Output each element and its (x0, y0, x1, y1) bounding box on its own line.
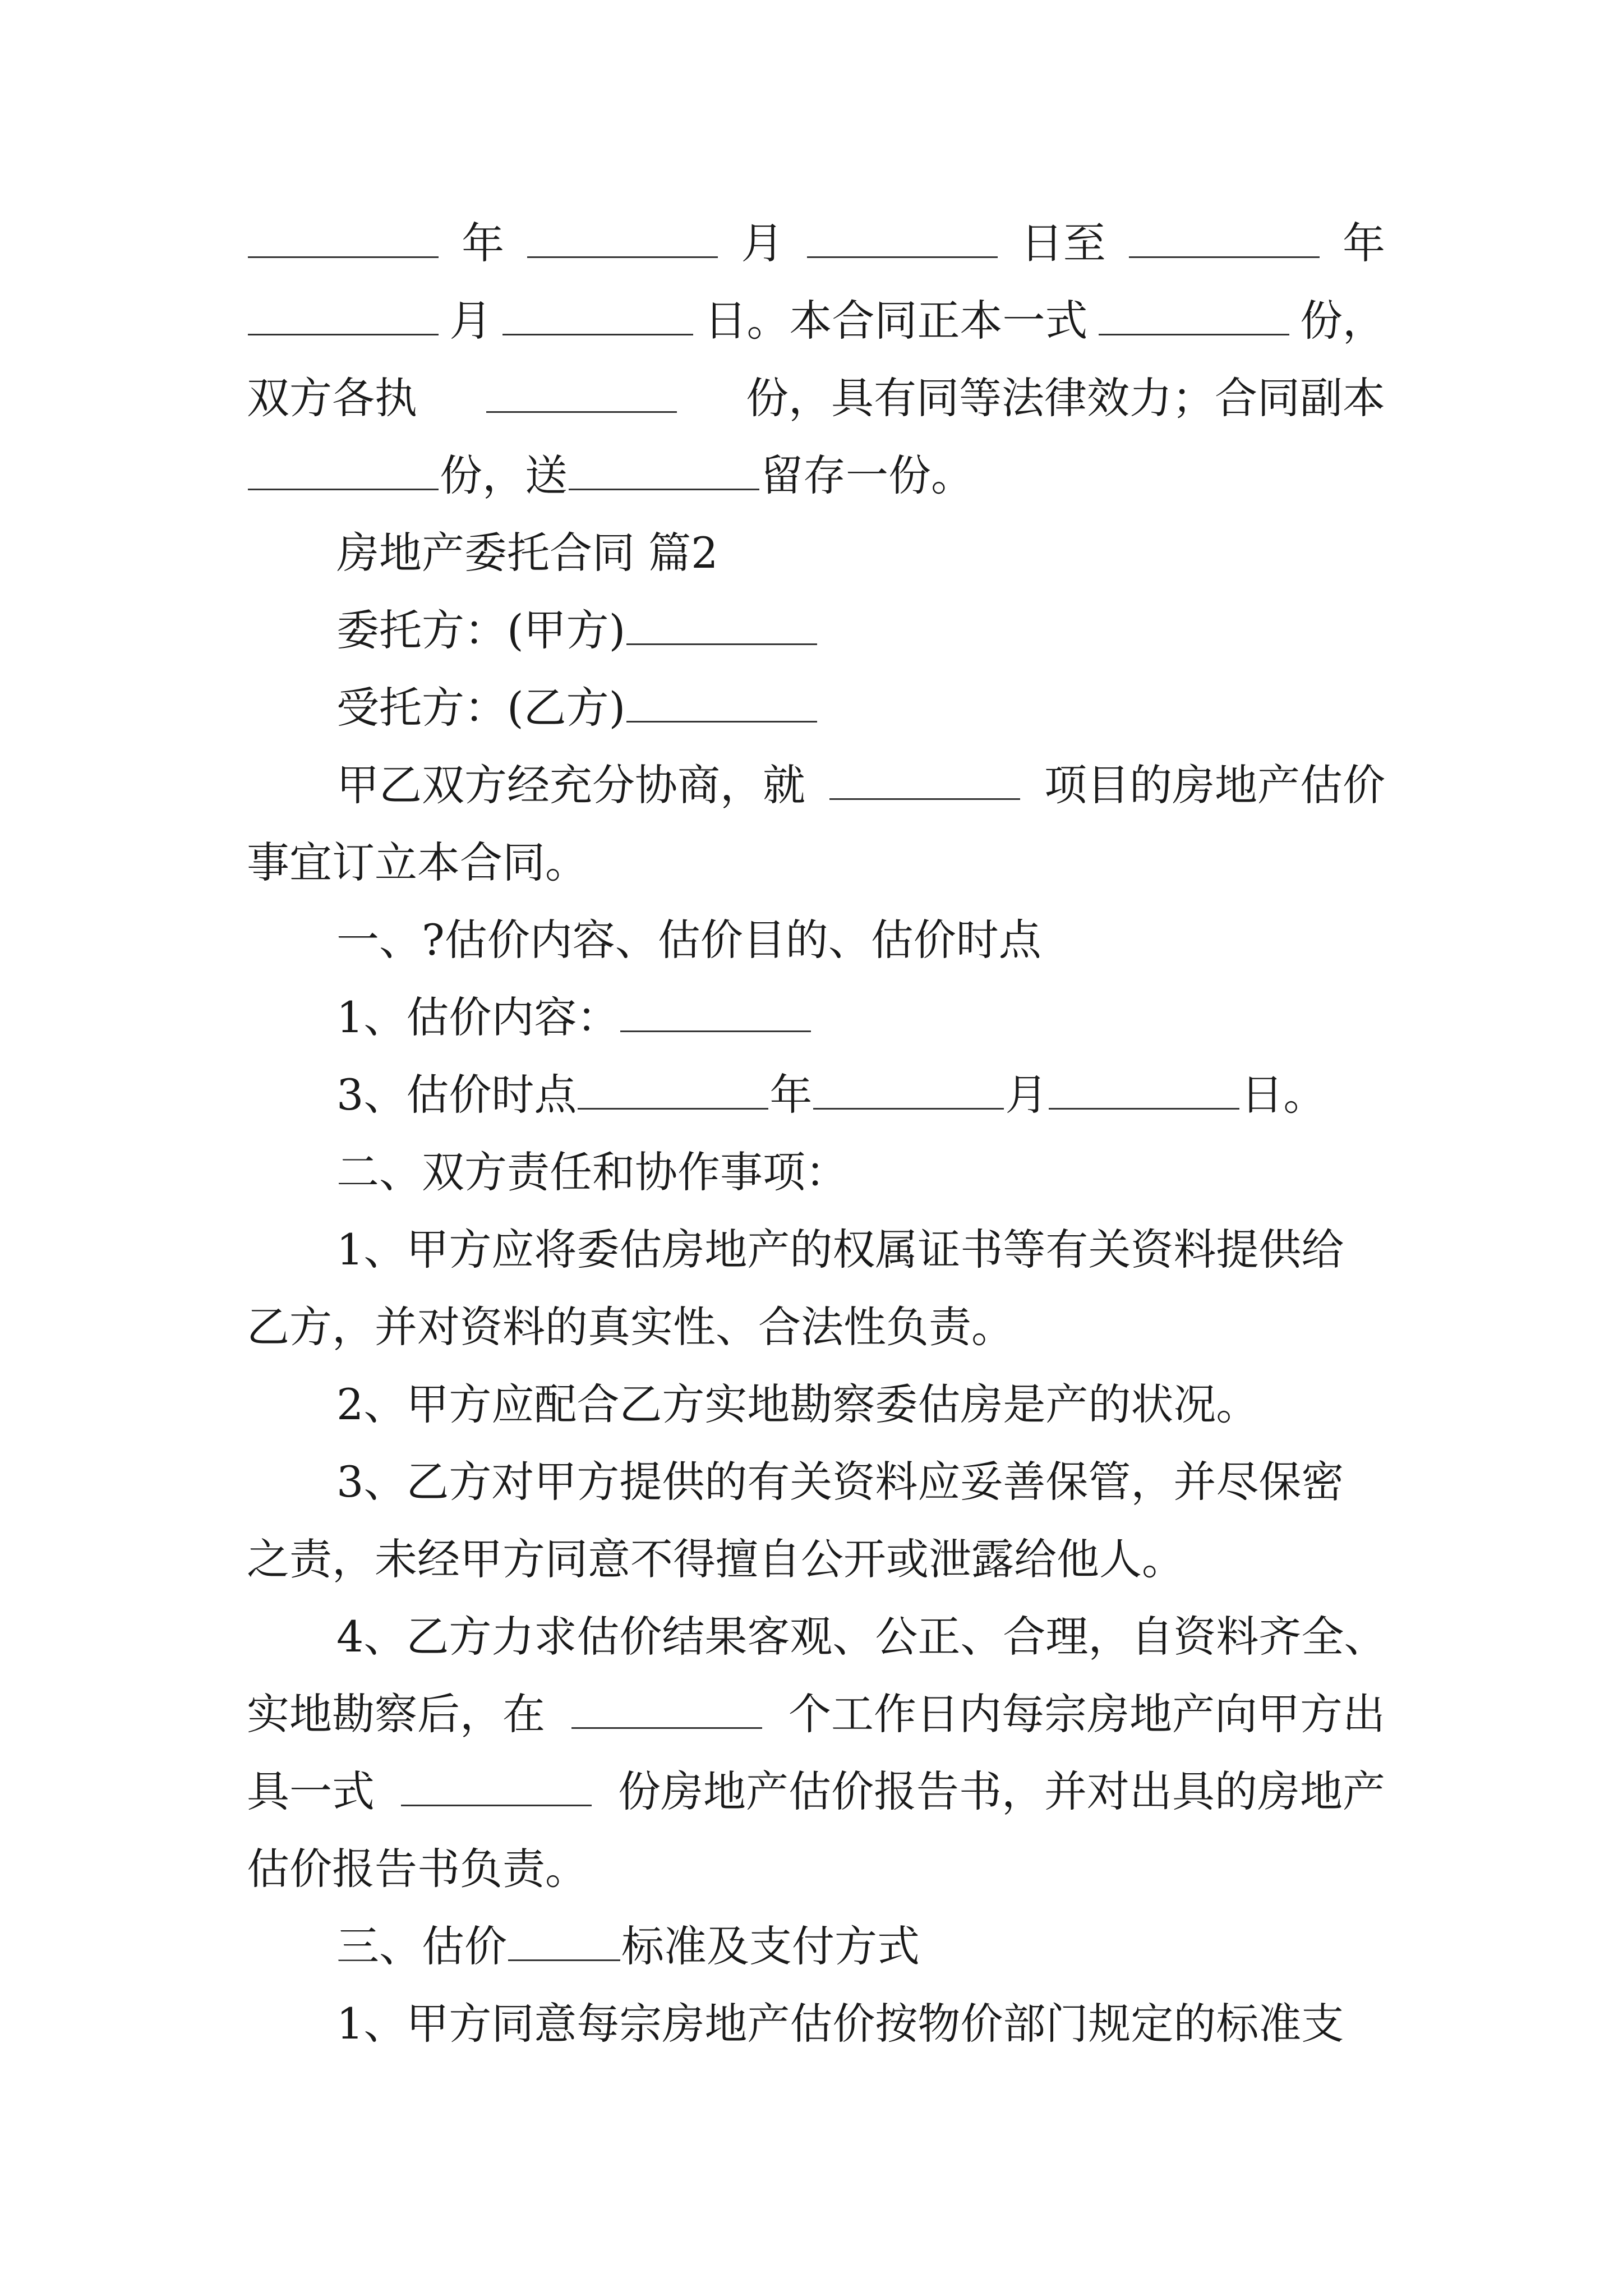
text-line (336, 1222, 1385, 1278)
text-line (247, 1686, 1385, 1742)
text-segment: 份，送 (440, 450, 568, 500)
text-segment: 二、双方责任和协作事项： (336, 1147, 848, 1197)
text-segment: 份， (1299, 296, 1385, 346)
fill-blank (508, 1920, 620, 1961)
fill-blank (626, 604, 817, 645)
text-segment: 委托方：(甲方) (336, 605, 626, 655)
fill-blank (620, 991, 811, 1032)
text-line (247, 1531, 1385, 1588)
text-segment: 3、乙方对甲方提供的有关资料应妥善保管，并尽保密 (336, 1457, 1344, 1507)
text-line (336, 1918, 1385, 1975)
fill-blank (571, 1688, 762, 1729)
text-segment: 甲乙双方经充分协商，就 (336, 760, 805, 810)
fill-blank (502, 295, 693, 335)
text-segment: 月 (1005, 1070, 1048, 1120)
text-line (247, 1764, 1385, 1820)
text-line (336, 1067, 1385, 1123)
text-segment: 份，具有同等法律效力；合同副本 (746, 373, 1385, 423)
text-segment: 日。 (1241, 1070, 1326, 1120)
fill-blank (1049, 1069, 1239, 1110)
text-segment: 一、?估价内容、估价目的、估价时点 (336, 915, 1041, 965)
text-line (247, 215, 1385, 272)
text-line (336, 1377, 1385, 1433)
text-line (336, 602, 1385, 659)
text-segment: 日至 (1020, 218, 1106, 268)
section-heading (336, 525, 1385, 581)
text-segment: 份房地产估价报告书，并对出具的房地产 (618, 1766, 1385, 1816)
text-segment: 3、估价时点 (336, 1070, 577, 1120)
text-segment: 留存一份。 (760, 450, 974, 500)
text-segment: 1、甲方同意每宗房地产估价按物价部门规定的标准支 (336, 1999, 1344, 2049)
text-line (247, 448, 1385, 504)
text-segment: 之责，未经甲方同意不得擅自公开或泄露给他人。 (247, 1534, 1184, 1584)
fill-blank (401, 1765, 592, 1806)
text-segment: 1、甲方应将委估房地产的权属证书等有关资料提供给 (336, 1225, 1344, 1274)
text-segment: 日。本合同正本一式 (704, 296, 1088, 346)
text-line (336, 1454, 1385, 1510)
text-segment: 年 (769, 1070, 813, 1120)
fill-blank (829, 759, 1020, 800)
text-segment: 4、乙方力求估价结果客观、公正、合理，自资料齐全、 (336, 1612, 1387, 1662)
text-line (247, 1841, 1385, 1897)
text-line (336, 1996, 1385, 2052)
text-line (336, 757, 1385, 813)
text-segment: 1、估价内容： (336, 992, 620, 1042)
text-segment: 房地产委托合同 篇2 (336, 528, 718, 578)
text-segment: 年 (1342, 218, 1385, 268)
text-segment: 实地勘察后，在 (247, 1689, 545, 1739)
text-line (336, 990, 1385, 1046)
text-line (247, 293, 1385, 349)
text-line (247, 1299, 1385, 1355)
fill-blank (807, 217, 998, 258)
fill-blank (486, 372, 677, 413)
text-segment: 估价报告书负责。 (247, 1844, 588, 1894)
fill-blank (1099, 295, 1289, 335)
fill-blank (248, 295, 439, 335)
fill-blank (626, 682, 817, 723)
text-line (247, 835, 1385, 891)
fill-blank (527, 217, 718, 258)
text-segment: 标准及支付方式 (621, 1921, 920, 1971)
text-segment: 事宜订立本合同。 (247, 838, 588, 887)
text-line (247, 370, 1385, 426)
text-segment: 项目的房地产估价 (1044, 760, 1385, 810)
text-segment: 双方各执 (247, 373, 417, 423)
fill-blank (569, 449, 759, 490)
text-segment: 具一式 (247, 1766, 375, 1816)
fill-blank (248, 449, 439, 490)
text-segment: 月 (449, 296, 492, 346)
text-line (336, 1609, 1385, 1665)
text-segment: 月 (741, 218, 784, 268)
text-line (336, 912, 1385, 968)
text-line (336, 1144, 1385, 1200)
text-segment: 受托方：(乙方) (336, 683, 626, 733)
text-line (336, 680, 1385, 736)
fill-blank (1129, 217, 1320, 258)
text-segment: 年 (462, 218, 505, 268)
text-segment: 乙方，并对资料的真实性、合法性负责。 (247, 1302, 1014, 1352)
fill-blank (248, 217, 439, 258)
text-segment: 2、甲方应配合乙方实地勘察委估房是产的状况。 (336, 1379, 1259, 1429)
fill-blank (578, 1069, 768, 1110)
text-segment: 三、估价 (336, 1921, 507, 1971)
text-segment: 个工作日内每宗房地产向甲方出 (789, 1689, 1385, 1739)
fill-blank (813, 1069, 1004, 1110)
